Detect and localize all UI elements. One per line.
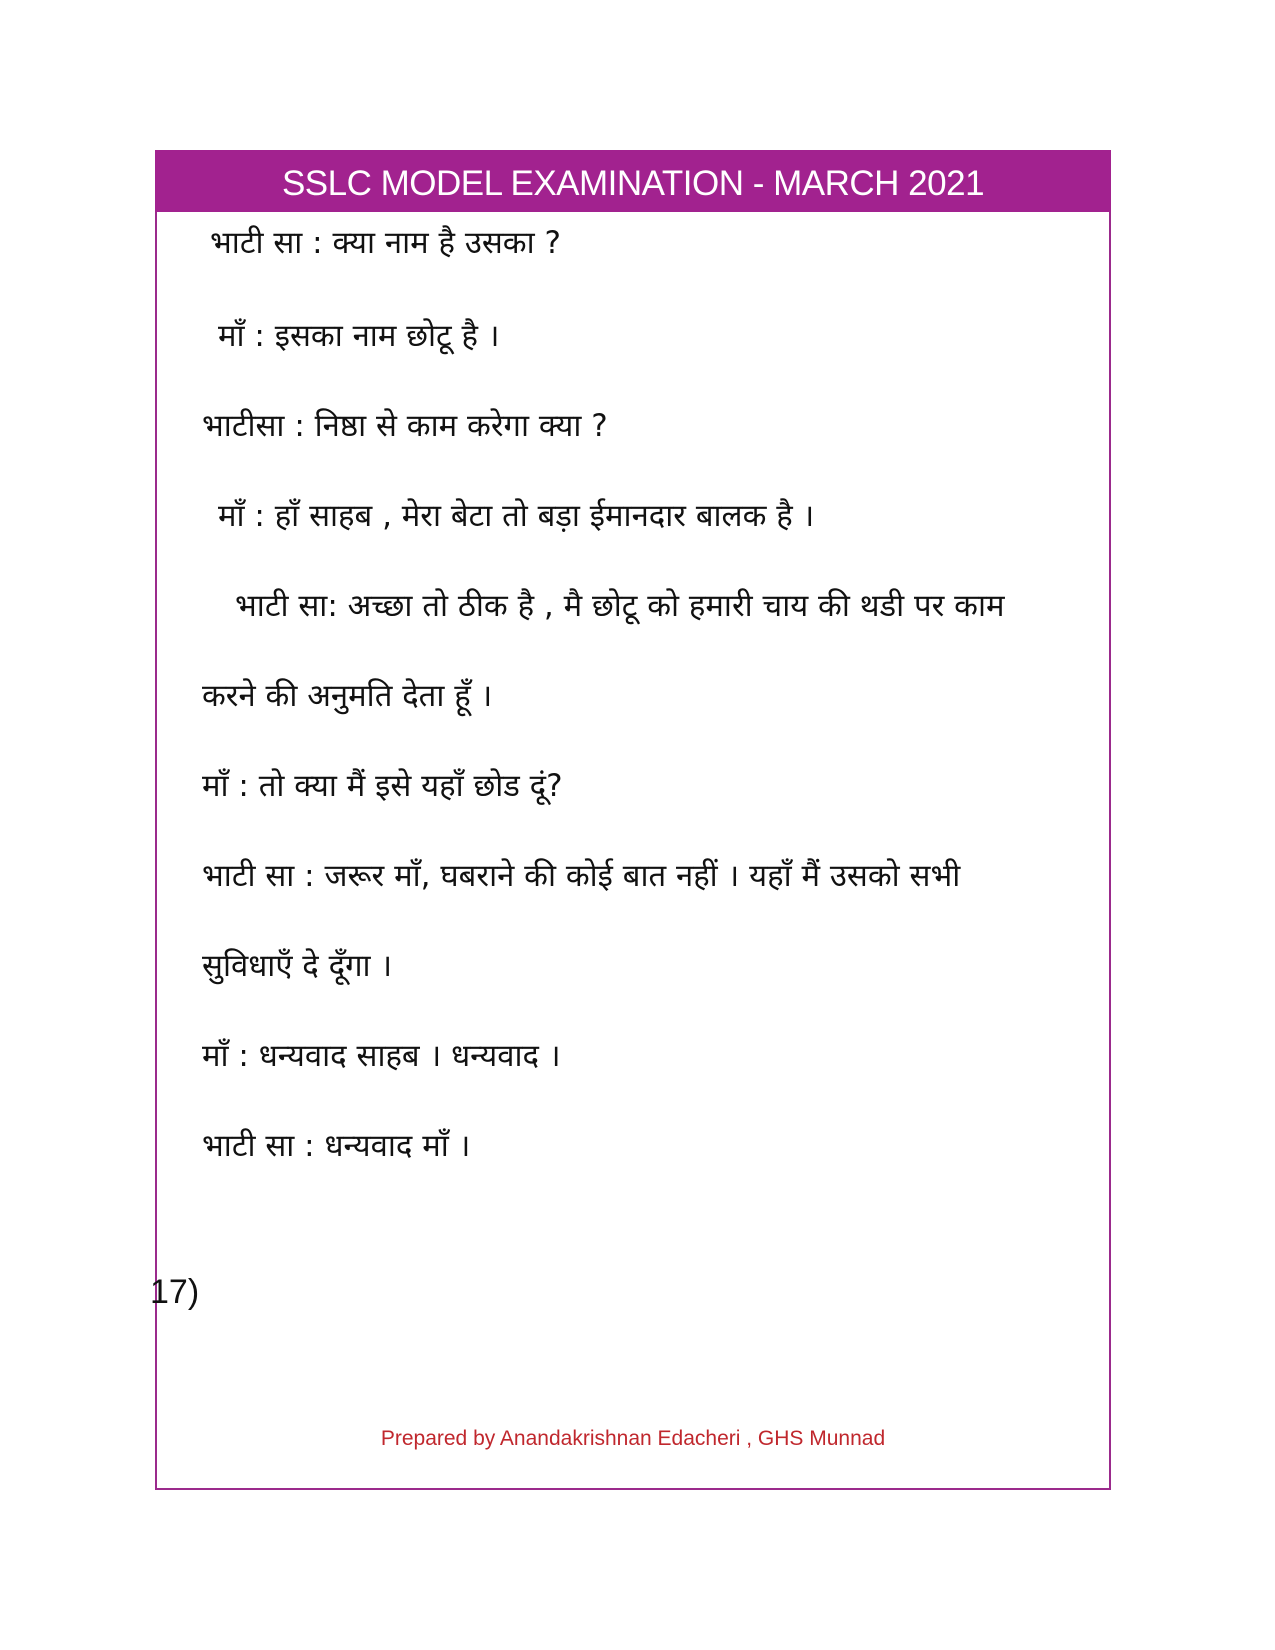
footer-credit: Prepared by Anandakrishnan Edacheri , GHS Munnad <box>380 1427 886 1450</box>
dialogue-line: भाटीसा : निष्ठा से काम करेगा क्या ? <box>202 408 608 444</box>
dialogue-line: माँ : हाँ साहब , मेरा बेटा तो बड़ा ईमानदार बालक है । <box>218 498 815 534</box>
question-number: 17) <box>150 1273 200 1311</box>
dialogue-line: करने की अनुमति देता हूँ । <box>202 678 493 714</box>
dialogue-line: माँ : धन्यवाद साहब । धन्यवाद । <box>202 1038 561 1074</box>
dialogue-line: माँ : इसका नाम छोटू है । <box>218 318 500 354</box>
dialogue-line: भाटी सा : जरूर माँ, घबराने की कोई बात नहीं । यहाँ मैं उसको सभी <box>202 858 961 894</box>
exam-title: SSLC MODEL EXAMINATION - MARCH 2021 <box>281 164 985 203</box>
dialogue-line: भाटी सा : क्या नाम है उसका ? <box>210 225 561 261</box>
dialogue-line: माँ : तो क्या मैं इसे यहाँ छोड दूं? <box>202 768 563 804</box>
dialogue-line: सुविधाएँ दे दूँगा । <box>202 948 393 984</box>
dialogue-line: भाटी सा: अच्छा तो ठीक है , मै छोटू को हमारी चाय की थडी पर काम <box>235 588 1005 624</box>
dialogue-line: भाटी सा : धन्यवाद माँ । <box>202 1128 471 1164</box>
